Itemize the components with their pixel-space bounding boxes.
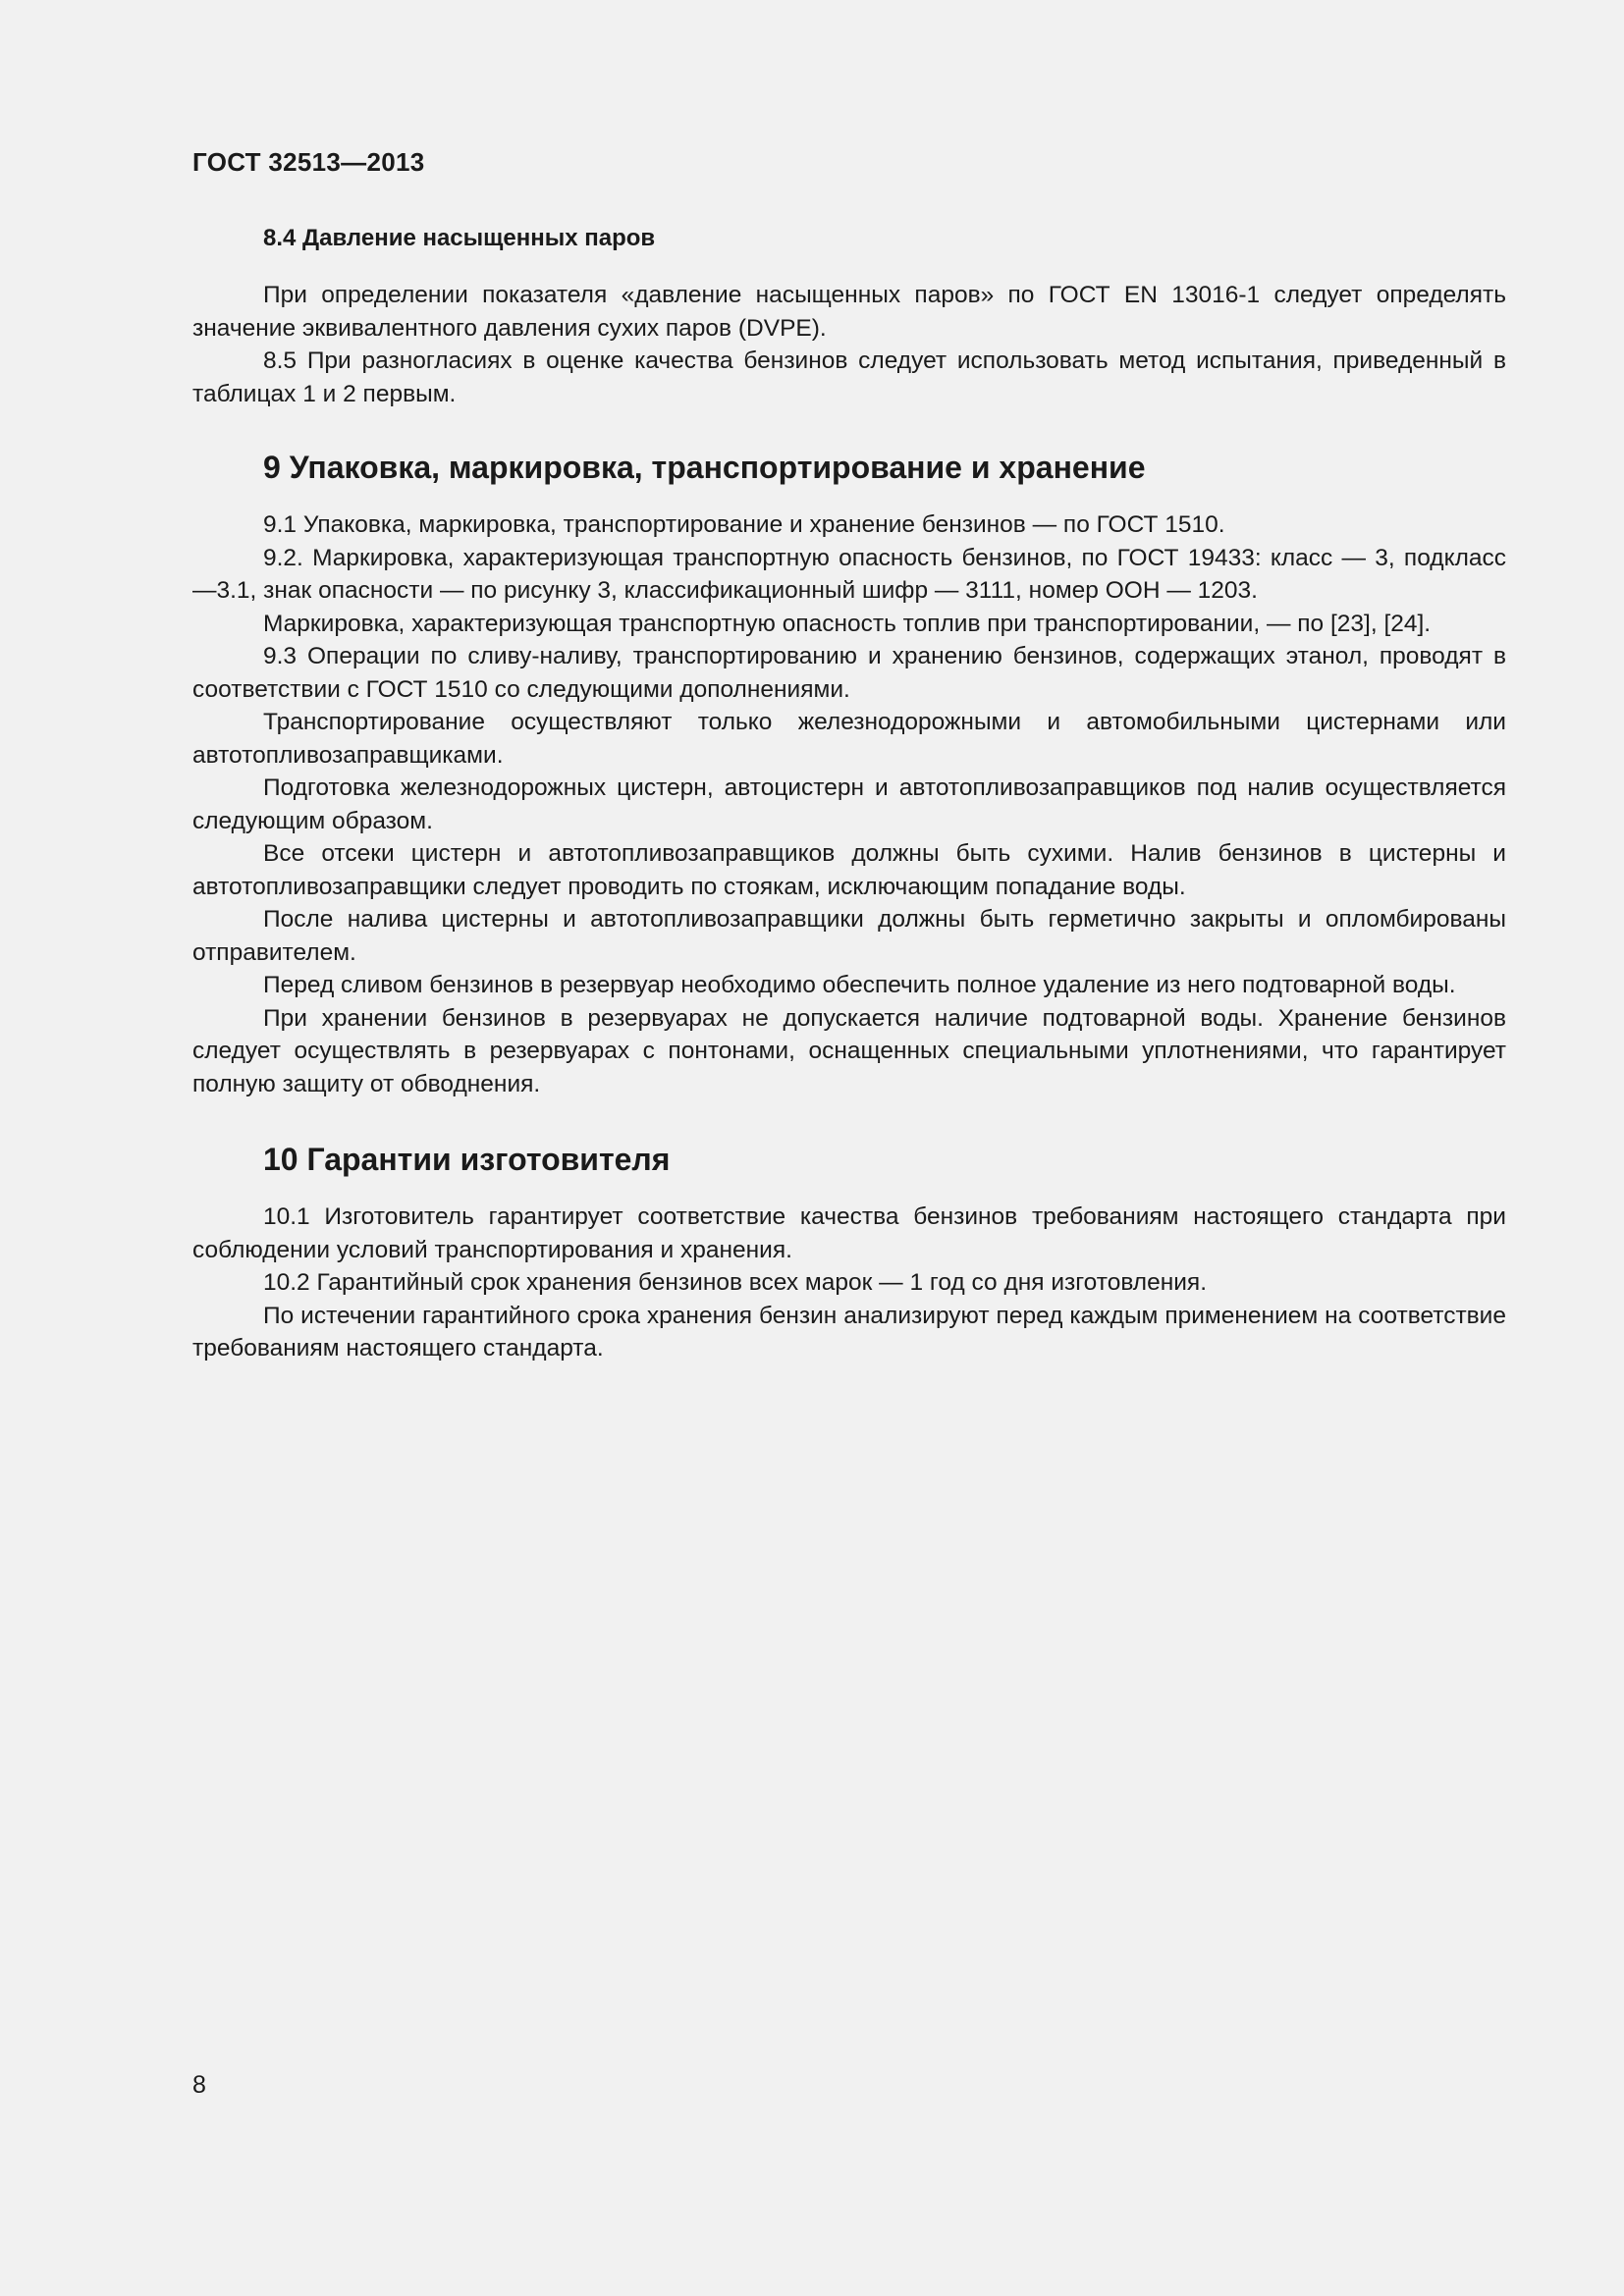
paragraph: Все отсеки цистерн и автотопливозаправщиков должны быть сухими. Налив бензинов в цистерны и автотопливозаправщики следует проводить по стоякам, исключающим попадание воды. [192,840,1506,900]
paragraph: Транспортирование осуществляют только железнодорожными и автомобильными цистернами или автотопливозаправщиками. [192,709,1506,769]
page-number: 8 [192,2071,206,2099]
paragraph: После налива цистерны и автотопливозаправщики должны быть герметично закрыты и опломбированы отправителем. [192,906,1506,966]
paragraph: Маркировка, характеризующая транспортную опасность топлив при транспортировании, — по [23], [24]. [263,610,1432,637]
section-heading-10: 10 Гарантии изготовителя [263,1142,671,1177]
paragraph: 10.1 Изготовитель гарантирует соответствие качества бензинов требованиям настоящего стандарта при соблюдении условий транспортирования и хранения. [192,1203,1506,1263]
subsection-heading-8-4: 8.4 Давление насыщенных паров [263,225,656,251]
paragraph: 9.2. Маркировка, характеризующая транспортную опасность бензинов, по ГОСТ 19433: класс — 3, подкласс —3.1, знак опасности — по рисунку 3, классификационный шифр — 3111, номер ООН — 1203. [192,544,1506,604]
document-header-title: ГОСТ 32513—2013 [192,147,425,177]
paragraph: При определении показателя «давление насыщенных паров» по ГОСТ EN 13016-1 следует определять значение эквивалентного давления сухих паров (DVPE). [192,282,1506,342]
paragraph: По истечении гарантийного срока хранения бензин анализируют перед каждым применением на соответствие требованиям настоящего стандарта. [192,1302,1506,1362]
paragraph: 10.2 Гарантийный срок хранения бензинов всех марок — 1 год со дня изготовления. [263,1269,1208,1296]
paragraph: 9.1 Упаковка, маркировка, транспортирование и хранение бензинов — по ГОСТ 1510. [263,511,1225,538]
paragraph: 8.5 При разногласиях в оценке качества бензинов следует использовать метод испытания, приведенный в таблицах 1 и 2 первым. [192,347,1506,407]
paragraph: При хранении бензинов в резервуарах не допускается наличие подтоварной воды. Хранение бензинов следует осуществлять в резервуарах с понтонами, оснащенных специальными уплотнениями, что гарантирует полную защиту от обводнения. [192,1004,1506,1097]
paragraph: 9.3 Операции по сливу-наливу, транспортированию и хранению бензинов, содержащих этанол, проводят в соответствии с ГОСТ 1510 со следующими дополнениями. [192,643,1506,703]
document-body [192,222,1506,1365]
paragraph: Перед сливом бензинов в резервуар необходимо обеспечить полное удаление из него подтоварной воды. [263,972,1456,998]
section-heading-9: 9 Упаковка, маркировка, транспортирование и хранение [263,450,1146,485]
paragraph: Подготовка железнодорожных цистерн, автоцистерн и автотопливозаправщиков под налив осуществляется следующим образом. [192,774,1506,834]
